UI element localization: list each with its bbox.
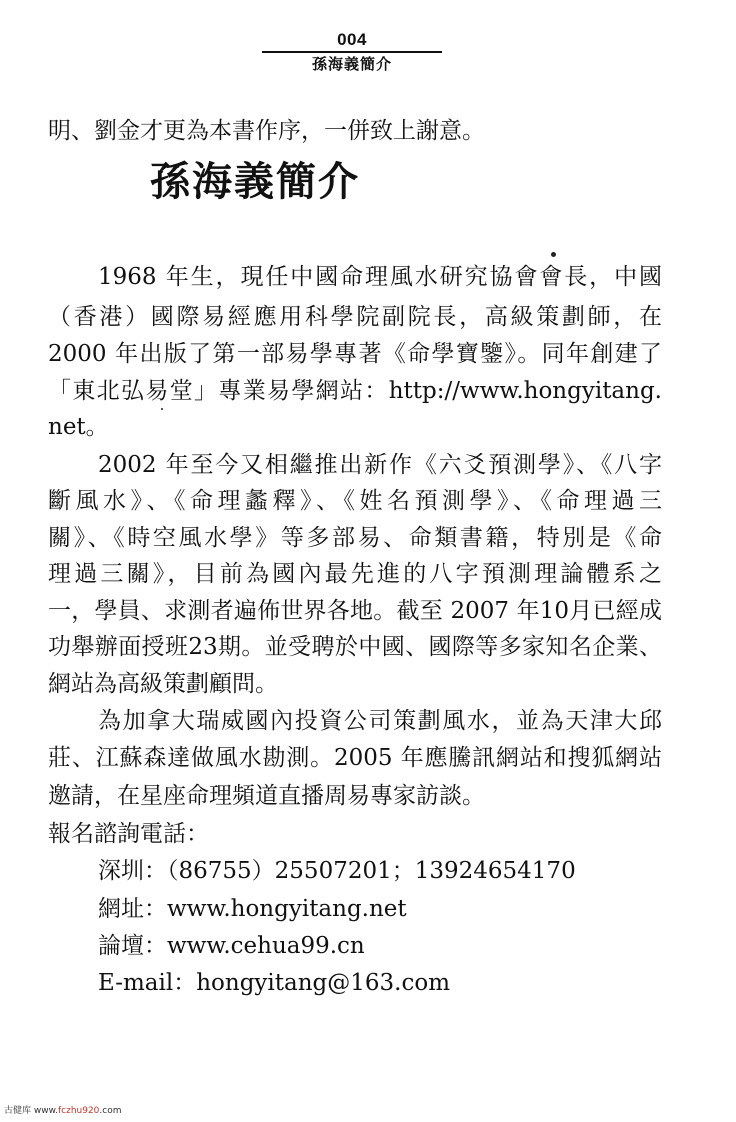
page-number: 004 xyxy=(337,30,367,49)
paragraph-3-line-2: 莊、江蘇森達做風水勘測。2005 年應騰訊網站和搜狐網站 xyxy=(48,745,662,771)
header-rule xyxy=(262,51,442,53)
paragraph-2-line-2: 斷風水》、《命理蠡釋》、《姓名預測學》、《命理過三 xyxy=(48,488,662,514)
paragraph-2-line-1: 2002 年至今又相繼推出新作《六爻預測學》、《八字 xyxy=(98,452,662,478)
paragraph-2-line-5: 一，學員、求測者遍佈世界各地。截至 2007 年10月已經成 xyxy=(48,598,662,624)
intro-line: 明、劉金才更為本書作序，一併致上謝意。 xyxy=(48,118,485,144)
watermark-prefix: 古健库 www. xyxy=(4,1106,58,1116)
paragraph-3-line-3: 邀請，在星座命理頻道直播周易專家訪談。 xyxy=(48,783,485,809)
paragraph-3-line-1: 為加拿大瑞威國內投資公司策劃風水，並為天津大邱 xyxy=(98,708,662,734)
scan-speck xyxy=(551,252,556,257)
running-header xyxy=(262,30,442,73)
contact-website: 網址：www.hongyitang.net xyxy=(98,896,407,922)
paragraph-2-line-4: 理過三關》，目前為國內最先進的八字預測理論體系之 xyxy=(48,561,662,587)
paragraph-1-line-3: 2000 年出版了第一部易學專著《命學寶鑒》。同年創建了 xyxy=(48,341,662,367)
contact-email: E-mail：hongyitang@163.com xyxy=(98,970,451,996)
footer-watermark xyxy=(4,1103,122,1116)
paragraph-1-line-5: net。 xyxy=(48,414,109,440)
paragraph-1-line-4: 「東北弘易堂」專業易學網站：http://www.hongyitang. xyxy=(48,378,662,404)
paragraph-2-line-7: 網站為高級策劃顧問。 xyxy=(48,671,278,697)
paragraph-1-line-2: （香港）國際易經應用科學院副院長，高級策劃師，在 xyxy=(48,304,662,330)
paragraph-2-line-3: 關》、《時空風水學》等多部易、命類書籍，特別是《命 xyxy=(48,525,662,551)
watermark-highlight: fczhu920 xyxy=(57,1106,100,1116)
scan-speck xyxy=(161,408,163,410)
contact-heading: 報名諮詢電話： xyxy=(48,821,209,847)
paragraph-1-line-1: 1968 年生，現任中國命理風水研究協會會長，中國 xyxy=(98,264,662,290)
running-title: 孫海義簡介 xyxy=(311,55,392,73)
contact-phone: 深圳：（86755）25507201；13924654170 xyxy=(98,858,576,884)
contact-forum: 論壇：www.cehua99.cn xyxy=(98,933,365,959)
paragraph-2-line-6: 功舉辦面授班23期。並受聘於中國、國際等多家知名企業、 xyxy=(48,634,662,660)
watermark-suffix: .com xyxy=(99,1106,122,1116)
section-title: 孫海義簡介 xyxy=(150,159,360,205)
